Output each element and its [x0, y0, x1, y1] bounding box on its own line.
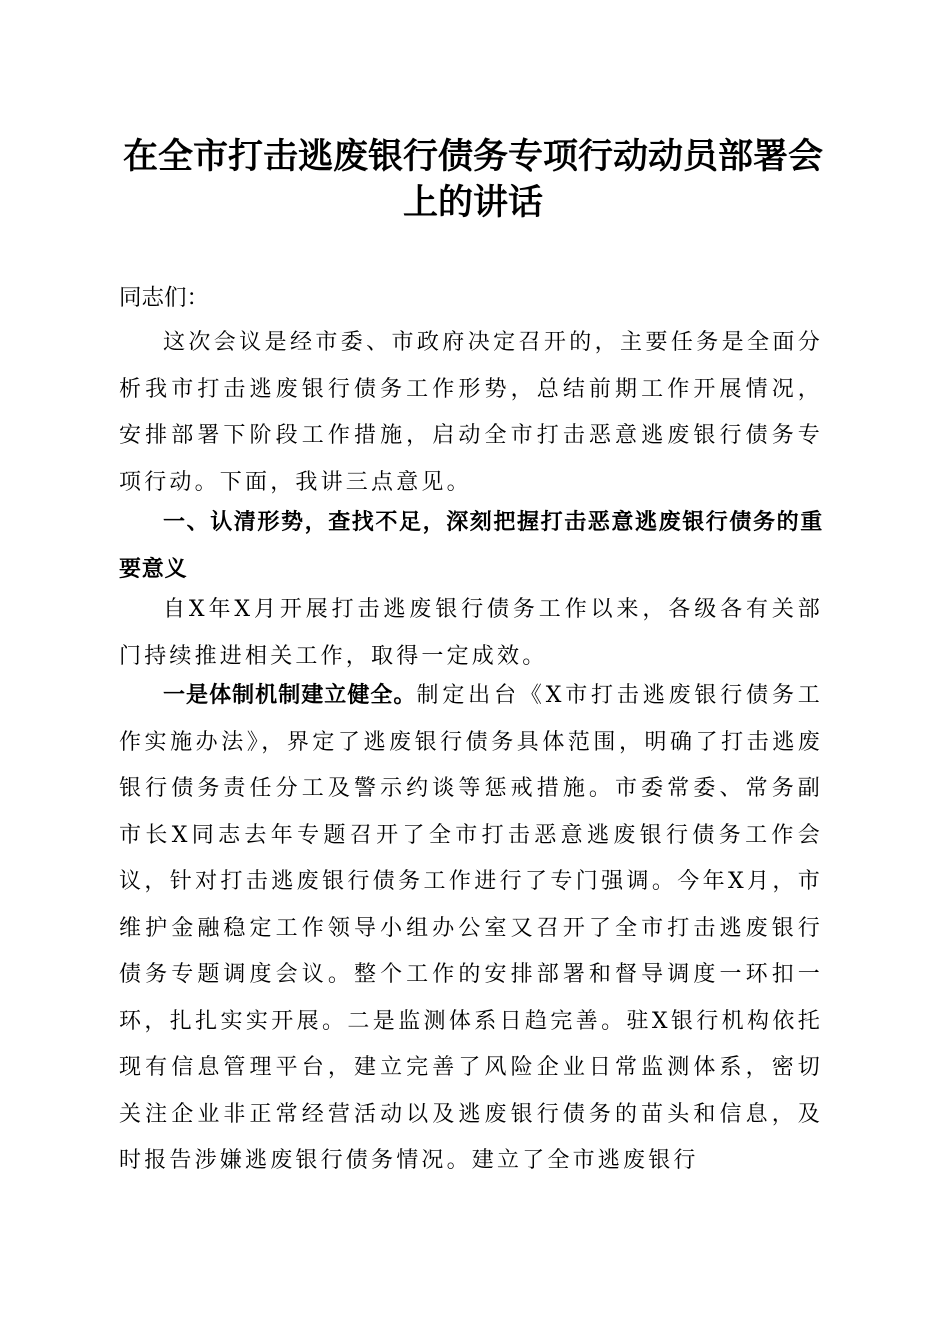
document-title-line-1: 在全市打击逃废银行债务专项行动动员部署会: [122, 136, 823, 177]
intro-paragraph: 这次会议是经市委、市政府决定召开的，主要任务是全面分析我市打击逃废银行债务工作形势，总结前期工作开展情况，安排部署下阶段工作措施，启动全市打击恶意逃废银行债务专项行动。下面，我讲三点意见。: [119, 330, 823, 495]
salutation: 同志们：: [119, 285, 210, 311]
document-title: [111, 134, 835, 226]
section-1-paragraph: 自X年X月开展打击逃废银行债务工作以来，各级各有关部门持续推进相关工作，取得一定成效。: [119, 597, 823, 669]
document-title-line-2: 上的讲话: [402, 182, 543, 223]
document-page: [119, 0, 827, 1344]
point-1-lead: 一是体制机制建立健全。: [163, 683, 417, 708]
section-1-heading: 一、认清形势，查找不足，深刻把握打击恶意逃废银行债务的重要意义: [119, 510, 823, 582]
point-1-text: 制定出台《X市打击逃废银行债务工作实施办法》，界定了逃废银行债务具体范围，明确了打击逃废银行债务责任分工及警示约谈等惩戒措施。市委常委、常务副市长X同志去年专题召开了全市打击恶意逃废银行债务工作会议，针对打击逃废银行债务工作进行了专门强调。今年X月，市维护金融稳定工作领导小组办公室又召开了全市打击逃废银行债务专题调度会议。整个工作的安排部署和督导调度一环扣一环，扎扎实实开展。二是监测体系日趋完善。驻X银行机构依托现有信息管理平台，建立完善了风险企业日常监测体系，密切关注企业非正常经营活动以及逃废银行债务的苗头和信息，及时报告涉嫌逃废银行债务情况。建立了全市逃废银行: [119, 683, 823, 1173]
point-1-paragraph: [119, 673, 823, 1185]
